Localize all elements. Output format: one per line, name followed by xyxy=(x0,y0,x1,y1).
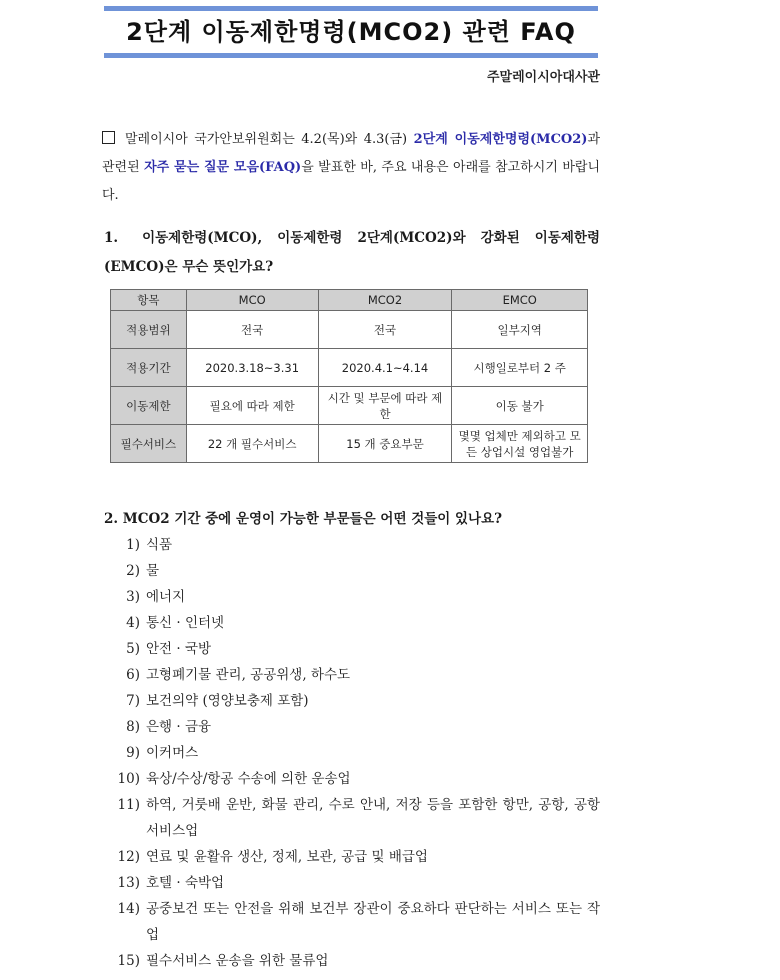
list-item-number: 13) xyxy=(117,875,140,891)
table-cell: 이동 불가 xyxy=(452,387,588,425)
list-item-text: 공중보건 또는 안전을 위해 보건부 장관이 중요하다 판단하는 서비스 또는 작업 xyxy=(146,901,600,943)
list-item-text: 은행 · 금융 xyxy=(146,719,212,735)
list-item-text: 보건의약 (영양보충제 포함) xyxy=(146,693,309,709)
list-item-number: 14) xyxy=(117,901,140,917)
question-1-text: 이동제한령(MCO), 이동제한령 2단계(MCO2)와 강화된 이동제한령(EMCO)은 무슨 뜻인가요? xyxy=(104,230,600,275)
table-row-label: 이동제한 xyxy=(111,387,187,425)
list-item xyxy=(114,740,600,766)
sector-list xyxy=(114,532,600,974)
list-item xyxy=(114,558,600,584)
title-rule-bottom xyxy=(104,53,598,58)
list-item-number: 7) xyxy=(126,693,140,709)
list-item-text: 필수서비스 운송을 위한 물류업 xyxy=(146,953,329,969)
list-item-number: 11) xyxy=(117,797,140,813)
list-item-text: 이커머스 xyxy=(146,745,199,761)
list-item-number: 12) xyxy=(117,849,140,865)
table-header-row xyxy=(111,290,588,311)
table-row xyxy=(111,425,588,463)
list-item xyxy=(114,636,600,662)
list-item-number: 10) xyxy=(117,771,140,787)
table-cell: 전국 xyxy=(186,311,318,349)
intro-highlight-mco2: 2단계 이동제한명령(MCO2) xyxy=(413,132,588,147)
intro-text-1: 말레이시아 국가안보위원회는 4.2(목)와 4.3(금) xyxy=(125,132,414,147)
list-item-number: 4) xyxy=(126,615,140,631)
list-item xyxy=(114,870,600,896)
list-item-text: 육상/수상/항공 수송에 의한 운송업 xyxy=(146,771,351,787)
list-item-number: 3) xyxy=(126,589,140,605)
table-row-label: 필수서비스 xyxy=(111,425,187,463)
list-item-number: 1) xyxy=(126,537,140,553)
list-item-text: 에너지 xyxy=(146,589,186,605)
table-header-cell: MCO2 xyxy=(318,290,452,311)
list-item xyxy=(114,714,600,740)
table-row xyxy=(111,349,588,387)
table-cell: 2020.4.1~4.14 xyxy=(318,349,452,387)
table-row-label: 적용기간 xyxy=(111,349,187,387)
list-item-text: 물 xyxy=(146,563,160,579)
question-1 xyxy=(104,224,600,282)
list-item-text: 연료 및 윤활유 생산, 정제, 보관, 공급 및 배급업 xyxy=(146,849,428,865)
table-cell: 15 개 중요부문 xyxy=(318,425,452,463)
list-item-text: 호텔 · 숙박업 xyxy=(146,875,225,891)
intro-text-3: 을 발표한 바, 주요 내용은 아래를 참고하시기 바랍니다. xyxy=(102,160,600,203)
list-item xyxy=(114,532,600,558)
table-row xyxy=(111,387,588,425)
page-title: 2단계 이동제한명령(MCO2) 관련 FAQ xyxy=(126,18,576,46)
comparison-table xyxy=(110,289,588,463)
embassy-name: 주말레이시아대사관 xyxy=(486,70,600,85)
list-item-number: 15) xyxy=(117,953,140,969)
table-cell: 시간 및 부문에 따라 제한 xyxy=(318,387,452,425)
checkbox-bullet-icon xyxy=(102,131,115,144)
list-item-number: 8) xyxy=(126,719,140,735)
list-item-number: 6) xyxy=(126,667,140,683)
table-row-label: 적용범위 xyxy=(111,311,187,349)
list-item xyxy=(114,844,600,870)
list-item-text: 하역, 거룻배 운반, 화물 관리, 수로 안내, 저장 등을 포함한 항만, 공항, 공항서비스업 xyxy=(146,797,600,839)
question-2: 2. MCO2 기간 중에 운영이 가능한 부문들은 어떤 것들이 있나요? xyxy=(104,511,503,527)
table-cell: 2020.3.18~3.31 xyxy=(186,349,318,387)
table-cell: 시행일로부터 2 주 xyxy=(452,349,588,387)
list-item xyxy=(114,792,600,844)
table-cell: 일부지역 xyxy=(452,311,588,349)
question-1-number: 1. xyxy=(104,230,119,246)
list-item xyxy=(114,662,600,688)
table-cell: 22 개 필수서비스 xyxy=(186,425,318,463)
list-item xyxy=(114,896,600,948)
table-header-cell: EMCO xyxy=(452,290,588,311)
list-item xyxy=(114,584,600,610)
table-row xyxy=(111,311,588,349)
list-item-text: 식품 xyxy=(146,537,173,553)
list-item xyxy=(114,688,600,714)
table-cell: 필요에 따라 제한 xyxy=(186,387,318,425)
list-item xyxy=(114,610,600,636)
intro-highlight-faq: 자주 묻는 질문 모음(FAQ) xyxy=(144,160,302,175)
list-item xyxy=(114,948,600,974)
list-item xyxy=(114,766,600,792)
title-block xyxy=(104,6,598,58)
table-cell: 전국 xyxy=(318,311,452,349)
list-item-number: 9) xyxy=(126,745,140,761)
list-item-text: 통신 · 인터넷 xyxy=(146,615,225,631)
table-header-cell: MCO xyxy=(186,290,318,311)
intro-text-2: 과 관련된 xyxy=(102,132,600,175)
list-item-number: 5) xyxy=(126,641,140,657)
intro-paragraph xyxy=(102,126,600,210)
table-header-cell: 항목 xyxy=(111,290,187,311)
table-cell: 몇몇 업체만 제외하고 모든 상업시설 영업불가 xyxy=(452,425,588,463)
list-item-number: 2) xyxy=(126,563,140,579)
list-item-text: 안전 · 국방 xyxy=(146,641,212,657)
list-item-text: 고형폐기물 관리, 공공위생, 하수도 xyxy=(146,667,351,683)
